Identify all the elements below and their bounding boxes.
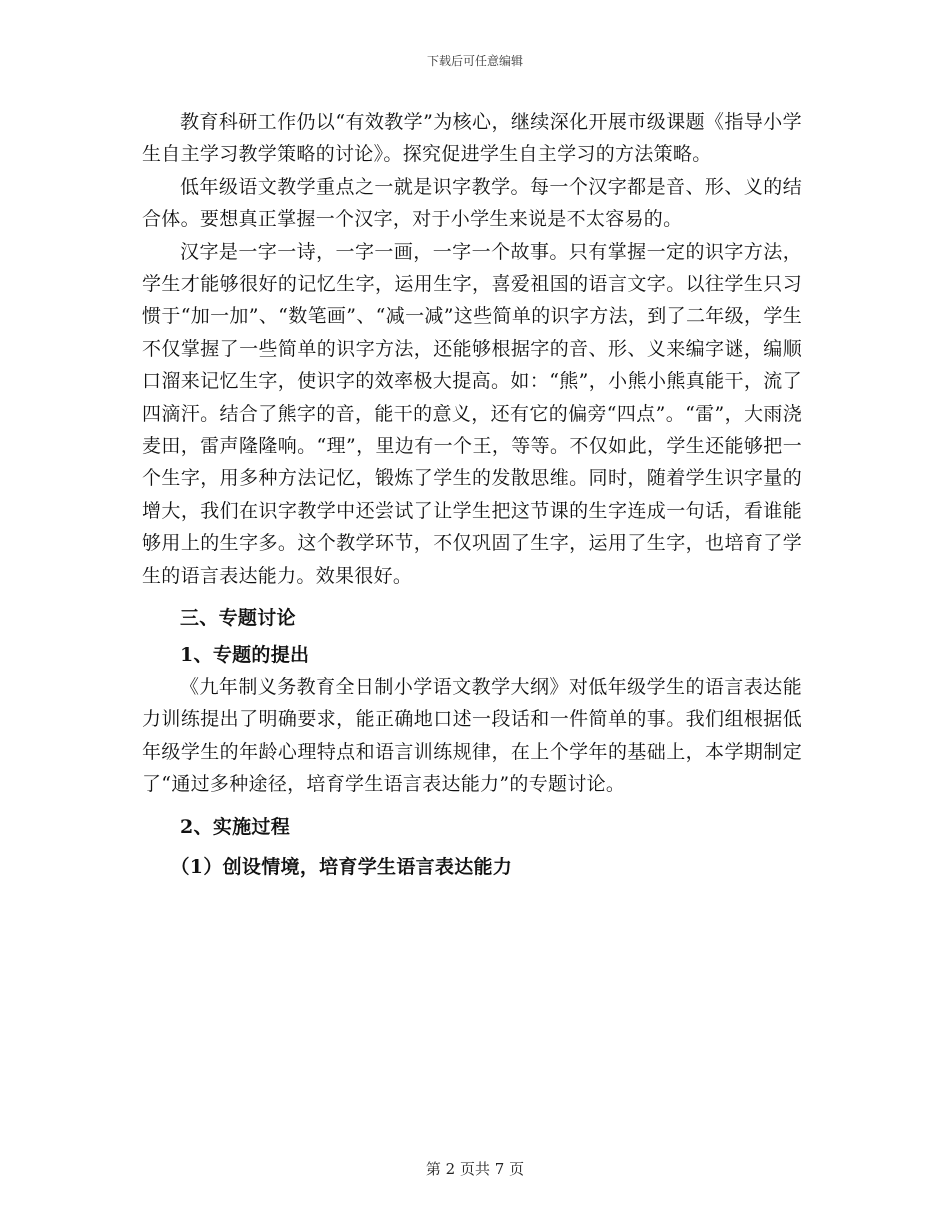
paragraph-syllabus: 《九年制义务教育全日制小学语文教学大纲》对低年级学生的语言表达能力训练提出了明确要求，能正确地口述一段话和一件简单的事。我们组根据低年级学生的年龄心理特点和语言训练规律，在上个学年的基础上，本学期制定了“通过多种途径，培育学生语言表达能力”的专题讨论。 — [142, 675, 802, 796]
sub-heading-proposal: 1、专题的提出 — [180, 643, 310, 666]
page-header: 下载后可任意编辑 — [426, 54, 523, 68]
page-number: 第 2 页共 7 页 — [425, 1160, 525, 1178]
paragraph-research: 教育科研工作仍以“有效教学”为核心，继续深化开展市级课题《指导小学生自主学习教学策略的讨论》。探究促进学生自主学习的方法策略。 — [142, 111, 802, 166]
section-heading: 三、专题讨论 — [180, 607, 296, 630]
paragraph-character-methods: 汉字是一字一诗，一字一画，一字一个故事。只有掌握一定的识字方法，学生才能够很好的记忆生字，运用生字，喜爱祖国的语言文字。以往学生只习惯于“加一加”、“数笔画”、“减一减”这些简单的识字方法，到了二年级，学生不仅掌握了一些简单的识字方法，还能够根据字的音、形、义来编字谜，编顺口溜来记忆生字，使识字的效率极大提高。如：“熊”，小熊小熊真能干，流了四滴汗。结合了熊字的音，能干的意义，还有它的偏旁“四点”。“雷”，大雨浇麦田，雷声隆隆响。“理”，里边有一个王，等等。不仅如此，学生还能够把一个生字，用多种方法记忆，锻炼了学生的发散思维。同时，随着学生识字量的增大，我们在识字教学中还尝试了让学生把这节课的生字连成一句话，看谁能够用上的生字多。这个教学环节，不仅巩固了生字，运用了生字，也培育了学生的语言表达能力。效果很好。 — [142, 240, 802, 587]
sub-heading-context: （1）创设情境，培育学生语言表达能力 — [170, 855, 513, 878]
sub-heading-process: 2、实施过程 — [180, 815, 291, 838]
document-body — [142, 106, 802, 883]
paragraph-literacy: 低年级语文教学重点之一就是识字教学。每一个汉字都是音、形、义的结合体。要想真正掌握一个汉字，对于小学生来说是不太容易的。 — [142, 175, 802, 231]
